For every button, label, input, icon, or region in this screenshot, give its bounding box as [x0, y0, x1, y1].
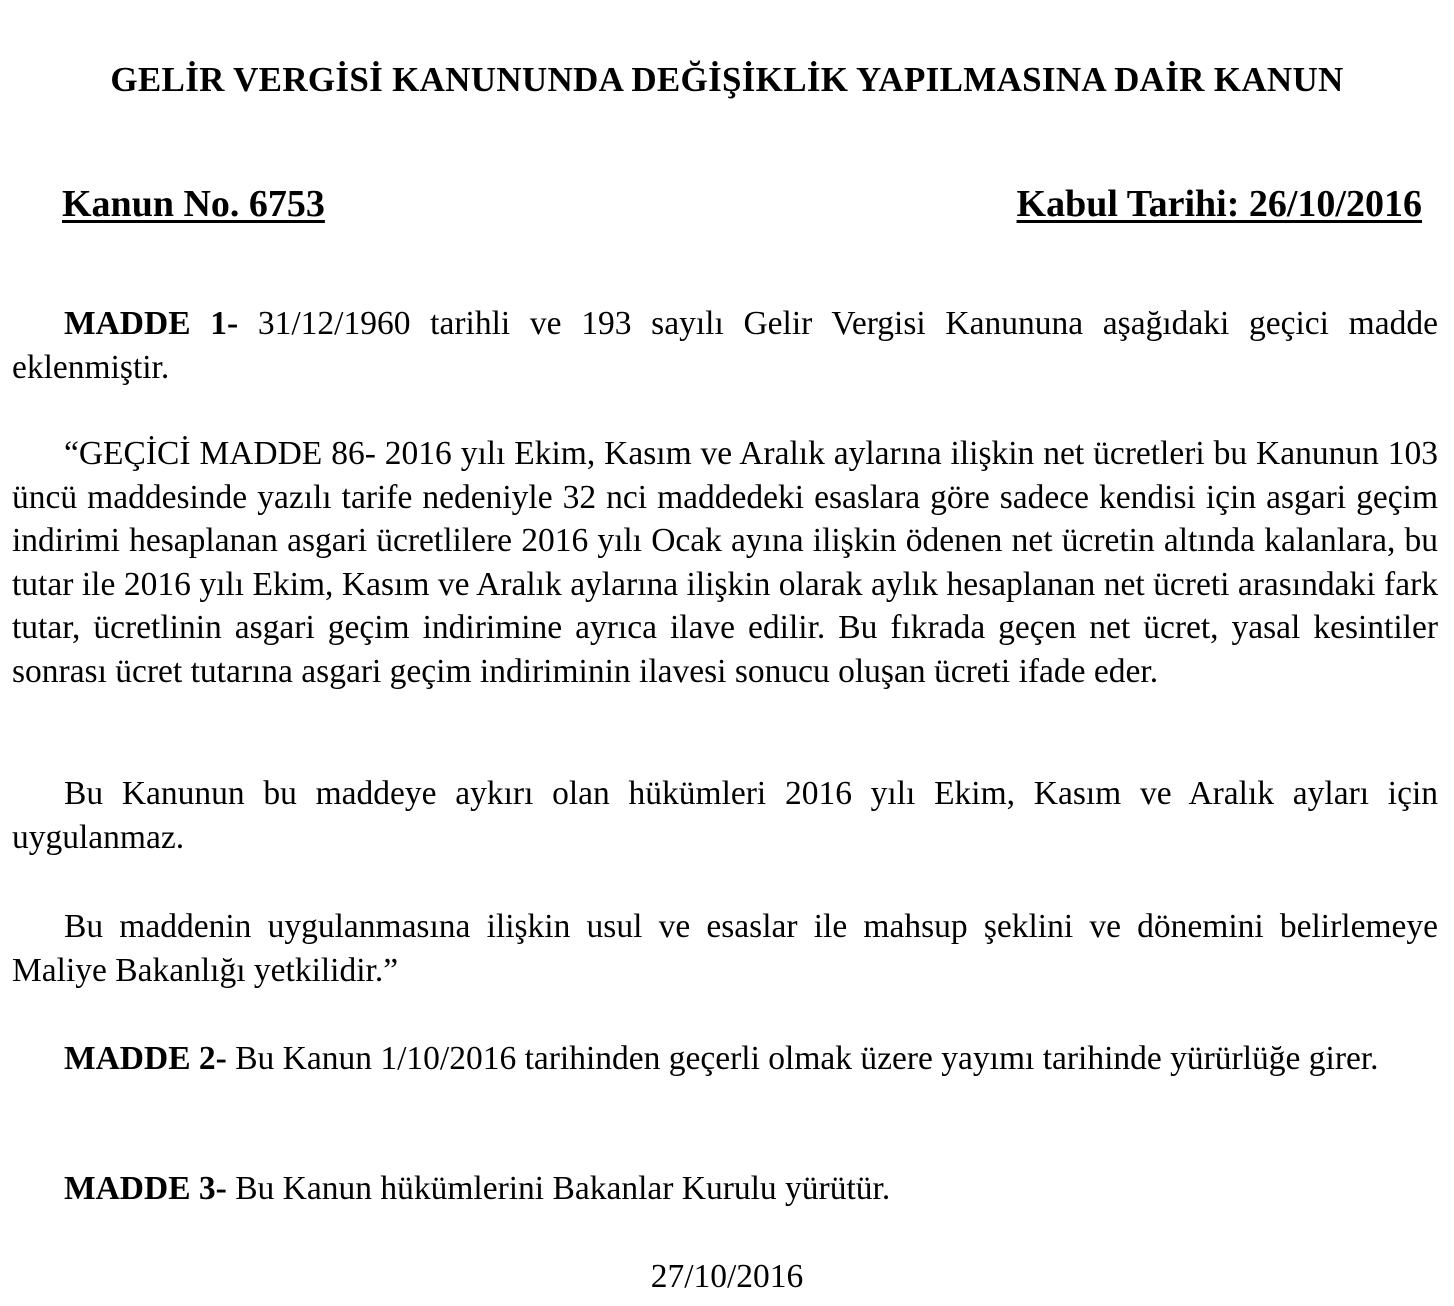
article-3	[12, 1167, 1438, 1211]
provisional-article-paragraph-3	[12, 905, 1438, 992]
article-2-label: MADDE 2-	[64, 1040, 227, 1077]
provisional-article-text-3: Bu maddenin uygulanmasına ilişkin usul ve esaslar ile mahsup şeklini ve dönemini belirlemeye Maliye Bakanlığı yetkilidir.”	[12, 908, 1438, 989]
article-1	[12, 302, 1438, 389]
provisional-article-text-2: Bu Kanunun bu maddeye aykırı olan hükümleri 2016 yılı Ekim, Kasım ve Aralık ayları için uygulanmaz.	[12, 775, 1438, 856]
article-1-text: 31/12/1960 tarihli ve 193 sayılı Gelir Vergisi Kanununa aşağıdaki geçici madde eklenmiştir.	[12, 305, 1438, 386]
article-1-label: MADDE 1-	[64, 305, 239, 342]
law-header	[62, 178, 1422, 234]
document-title: GELİR VERGİSİ KANUNUNDA DEĞİŞİKLİK YAPILMASINA DAİR KANUN	[110, 60, 1344, 99]
provisional-article-paragraph-1	[12, 432, 1438, 693]
acceptance-date: Kabul Tarihi: 26/10/2016	[1016, 183, 1422, 225]
article-2	[12, 1037, 1438, 1081]
article-3-text: Bu Kanun hükümlerini Bakanlar Kurulu yürütür.	[226, 1170, 891, 1207]
footer-date: 27/10/2016	[650, 1258, 804, 1295]
provisional-article-paragraph-2	[12, 772, 1438, 859]
provisional-article-text-1: “GEÇİCİ MADDE 86- 2016 yılı Ekim, Kasım ve Aralık aylarına ilişkin net ücretleri bu Kanunun 103 üncü maddesinde yazılı tarife nedeniyle 32 nci maddedeki esaslara göre sadece kendisi için asgari geçim indirimi hesaplanan asgari ücretlilere 2016 yılı Ocak ayına ilişkin ödenen net ücretin altında kalanlara, bu tutar ile 2016 yılı Ekim, Kasım ve Aralık aylarına ilişkin olarak aylık hesaplanan net ücreti arasındaki fark tutar, ücretlinin asgari geçim indirimine ayrıca ilave edilir. Bu fıkrada geçen net ücret, yasal kesintiler sonrası ücret tutarına asgari geçim indiriminin ilavesi sonucu oluşan ücreti ifade eder.	[12, 435, 1438, 690]
law-number: Kanun No. 6753	[62, 183, 325, 225]
article-2-text: Bu Kanun 1/10/2016 tarihinden geçerli olmak üzere yayımı tarihinde yürürlüğe girer.	[226, 1040, 1379, 1077]
article-3-label: MADDE 3-	[64, 1170, 227, 1207]
